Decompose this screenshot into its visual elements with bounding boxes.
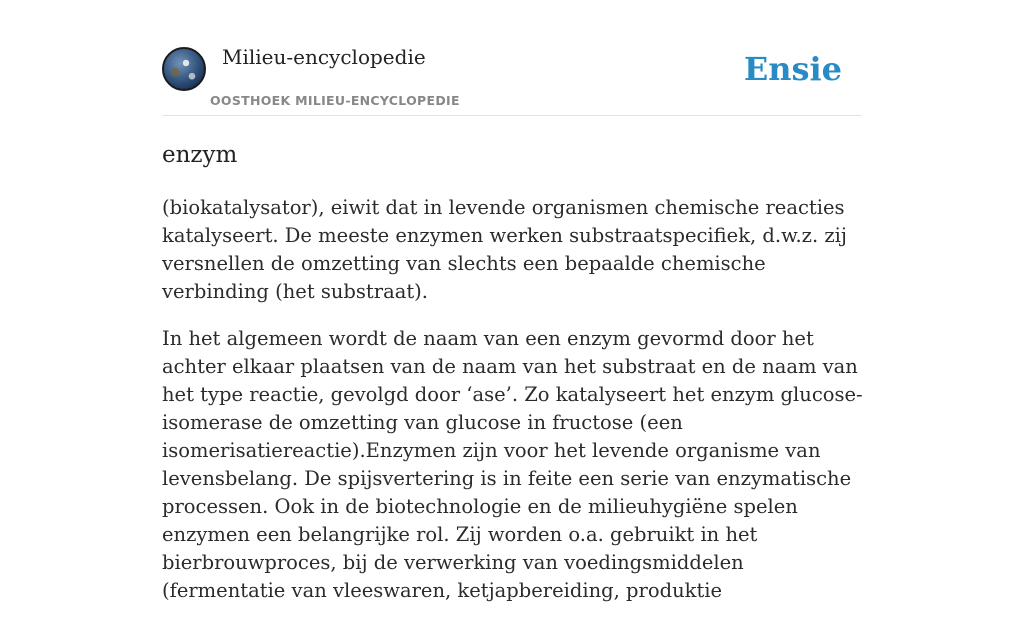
entry-title: enzym: [162, 142, 238, 168]
brand-logo[interactable]: Ensie: [743, 50, 842, 88]
article: [162, 138, 867, 624]
site-subtitle: OOSTHOEK MILIEU-ENCYCLOPEDIE: [210, 93, 460, 108]
header: [162, 44, 862, 116]
earth-logo-icon[interactable]: [162, 47, 206, 91]
article-paragraph: (biokatalysator), eiwit dat in levende organismen chemische reacties katalyseert. De meeste enzymen werken substraatspecifiek, d.w.z. zij versnellen de omzetting van slechts een bepaalde chemische verbinding (het substraat).: [162, 196, 847, 303]
site-title[interactable]: Milieu-encyclopedie: [222, 45, 426, 69]
article-paragraph: In het algemeen wordt de naam van een enzym gevormd door het achter elkaar plaatsen van de naam van het substraat en de naam van het type reactie, gevolgd door ‘ase’. Zo katalyseert het enzym glucose-isomerase de omzetting van glucose in fructose (een isomerisatiereactie).Enzymen zijn voor het levende organisme van levensbelang. De spijsvertering is in feite een serie van enzymatische processen. Ook in de biotechnologie en de milieuhygiëne spelen enzymen een belangrijke rol. Zij worden o.a. gebruikt in het bierbrouwproces, bij de verwerking van voedingsmiddelen (fermentatie van vleeswaren, ketjapbereiding, produktie: [162, 327, 863, 602]
